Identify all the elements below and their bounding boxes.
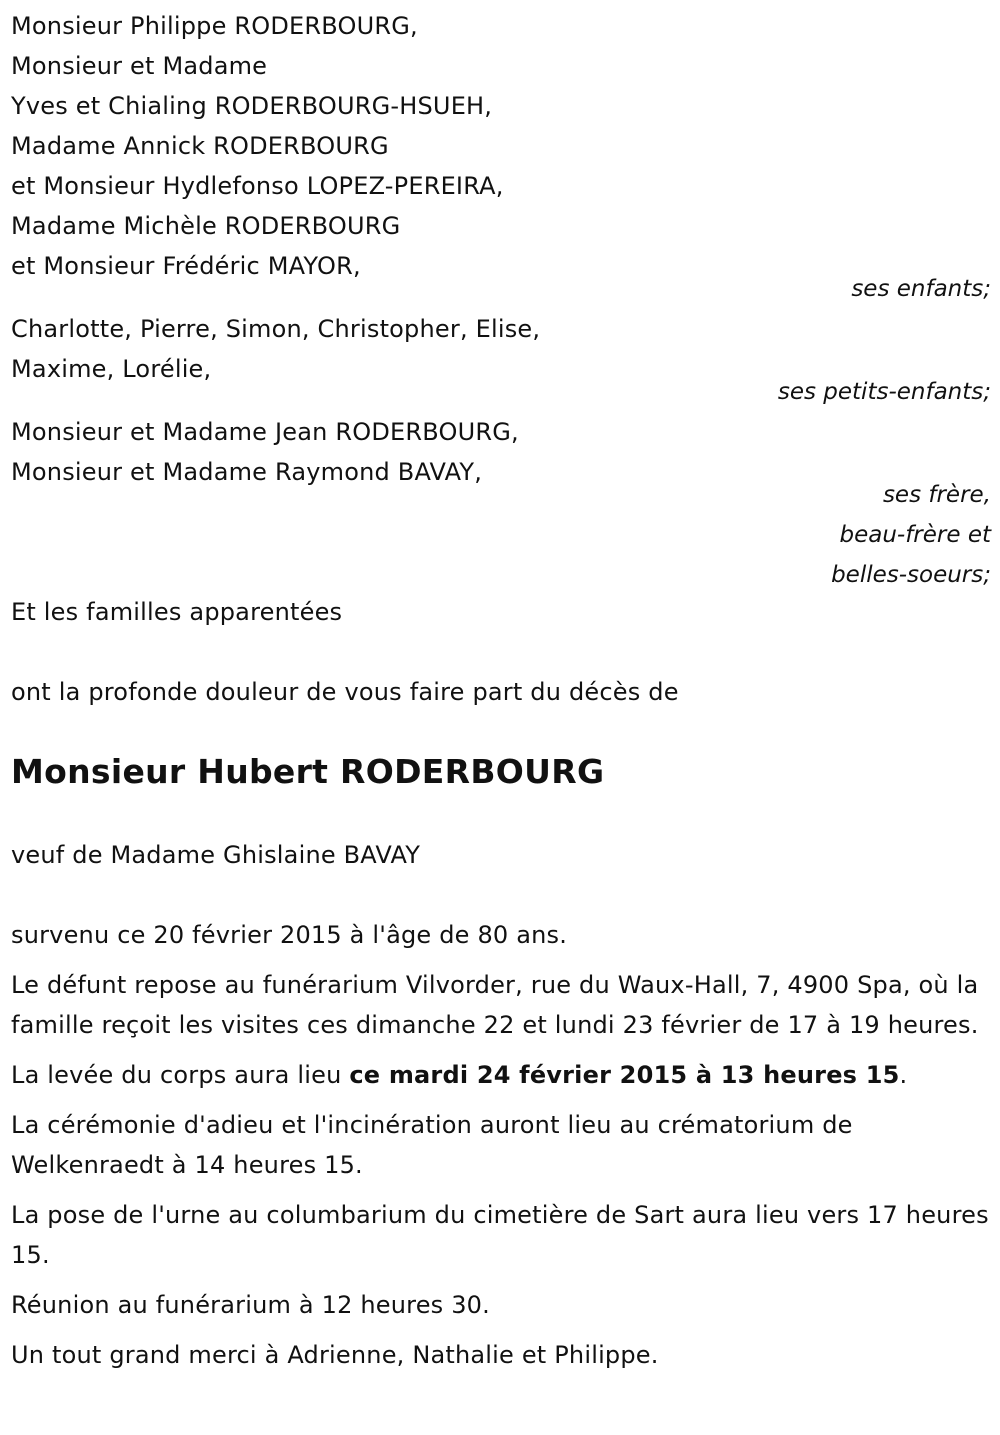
siblings-group — [11, 412, 991, 595]
family-line: Monsieur et Madame — [11, 52, 268, 80]
thanks-paragraph: Un tout grand merci à Adrienne, Nathalie et Philippe. — [11, 1341, 659, 1369]
death-paragraph: survenu ce 20 février 2015 à l'âge de 80 ans. — [11, 921, 568, 949]
family-line: Yves et Chialing RODERBOURG-HSUEH, — [11, 92, 493, 120]
widower-line: veuf de Madame Ghislaine BAVAY — [11, 841, 421, 869]
family-line: Maxime, Lorélie, — [11, 355, 212, 383]
grandchildren-group — [11, 309, 991, 412]
relation-label: ses petits-enfants; — [777, 379, 991, 405]
repose-paragraph: Le défunt repose au funérarium Vilvorder, rue du Waux-Hall, 7, 4900 Spa, où la famille reçoit les visites ces dimanche 22 et lundi 23 février de 17 à 19 heures. — [11, 971, 979, 1039]
levee-date: ce mardi 24 février 2015 à 13 heures 15 — [349, 1061, 900, 1089]
family-line: Madame Annick RODERBOURG — [11, 132, 389, 160]
relation-label: belles-soeurs; — [831, 562, 991, 588]
deceased-name: Monsieur Hubert RODERBOURG — [11, 752, 605, 791]
family-line: et Monsieur Hydlefonso LOPEZ-PEREIRA, — [11, 172, 504, 200]
levee-text: La levée du corps aura lieu — [11, 1061, 350, 1089]
family-line: et Monsieur Frédéric MAYOR, — [11, 252, 361, 280]
details-section — [11, 915, 991, 1375]
announcement-line: ont la profonde douleur de vous faire part du décès de — [11, 678, 679, 706]
relation-label: beau-frère et — [839, 522, 991, 548]
family-line: Charlotte, Pierre, Simon, Christopher, Elise, — [11, 315, 541, 343]
relation-label: ses enfants; — [851, 276, 991, 302]
urn-paragraph: La pose de l'urne au columbarium du cimetière de Sart aura lieu vers 17 heures 15. — [11, 1201, 989, 1269]
levee-end: . — [899, 1061, 908, 1089]
family-line: Madame Michèle RODERBOURG — [11, 212, 401, 240]
relation-label: ses frère, — [882, 482, 991, 508]
ceremony-paragraph: La cérémonie d'adieu et l'incinération auront lieu au crématorium de Welkenraedt à 14 heures 15. — [11, 1111, 853, 1179]
family-line: Monsieur et Madame Raymond BAVAY, — [11, 458, 483, 486]
levee-paragraph — [11, 1055, 991, 1095]
family-line: Monsieur et Madame Jean RODERBOURG, — [11, 418, 519, 446]
obituary-notice — [11, 6, 991, 1375]
family-line: Monsieur Philippe RODERBOURG, — [11, 12, 418, 40]
meeting-paragraph: Réunion au funérarium à 12 heures 30. — [11, 1291, 490, 1319]
children-group — [11, 6, 991, 309]
families-line: Et les familles apparentées — [11, 598, 343, 626]
